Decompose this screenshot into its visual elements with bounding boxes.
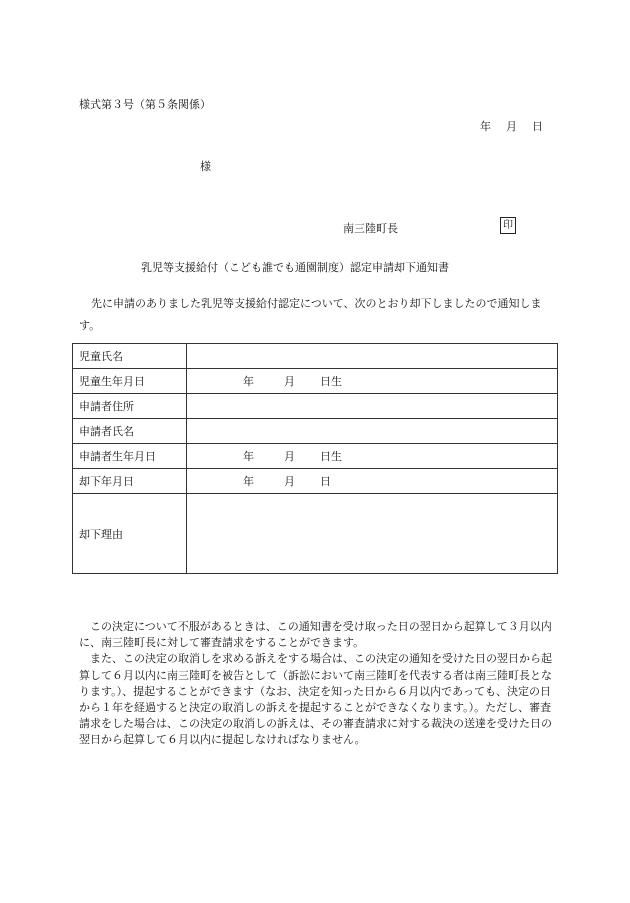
document-title: 乳児等支援給付（こども誰でも通園制度）認定申請却下通知書: [141, 261, 449, 274]
date-month: 月: [284, 375, 295, 388]
table-row: [73, 469, 558, 494]
date-day: 日: [320, 475, 331, 488]
date-year: 年: [243, 475, 254, 488]
note-paragraph: この決定について不服があるときは、この通知書を受け取った日の翌日から起算して３月以内に、南三陸町長に対して審査請求をすることができます。: [79, 620, 552, 650]
note-paragraph: また、この決定の取消しを求める訴えをする場合は、この決定の通知を受けた日の翌日から起算して６月以内に南三陸町を被告として（訴訟において南三陸町を代表する者は南三陸町長となります。）、提起することができます（なお、決定を知った日から６月以内であっても、決定の日から１年を経過すると決定の取消しの訴えを提起することができなくなります。）。ただし、審査請求をした場合は、この決定の取消しの訴えは、その審査請求に対する裁決の送達を受けた日の翌日から起算して６月以内に提起しなければなりません。: [79, 652, 552, 747]
row-label: 却下理由: [73, 494, 187, 574]
info-table: [72, 343, 558, 574]
table-row: [73, 344, 558, 369]
appeal-notes: [79, 619, 559, 749]
row-label: 申請者氏名: [73, 419, 187, 444]
row-label: 児童生年月日: [73, 369, 187, 394]
issuer-name: 南三陸町長: [343, 222, 398, 235]
addressee-suffix: 様: [200, 160, 211, 173]
date-day: 日: [532, 120, 543, 133]
table-row: [73, 394, 558, 419]
date-day: 日生: [320, 375, 342, 388]
date-year: 年: [480, 120, 491, 133]
table-row: [73, 419, 558, 444]
row-value: [187, 344, 558, 369]
date-month: 月: [284, 475, 295, 488]
intro-text: 先に申請のありました乳児等支援給付認定について、次のとおり却下しましたので通知します。: [79, 297, 542, 332]
row-value: [187, 394, 558, 419]
row-value: [187, 494, 558, 574]
row-label: 申請者生年月日: [73, 444, 187, 469]
row-date: [187, 444, 558, 469]
date-day: 日生: [320, 450, 342, 463]
date-year: 年: [243, 450, 254, 463]
issue-date: [480, 118, 543, 134]
table-row: [73, 494, 558, 574]
row-label: 却下年月日: [73, 469, 187, 494]
date-month: 月: [284, 450, 295, 463]
row-date: [187, 369, 558, 394]
table-row: [73, 369, 558, 394]
date-month: 月: [506, 120, 517, 133]
form-number: 様式第３号（第５条関係）: [79, 98, 211, 111]
table-row: [73, 444, 558, 469]
row-value: [187, 419, 558, 444]
row-label: 申請者住所: [73, 394, 187, 419]
row-date: [187, 469, 558, 494]
seal-mark: 印: [500, 217, 516, 234]
row-label: 児童氏名: [73, 344, 187, 369]
date-year: 年: [243, 375, 254, 388]
